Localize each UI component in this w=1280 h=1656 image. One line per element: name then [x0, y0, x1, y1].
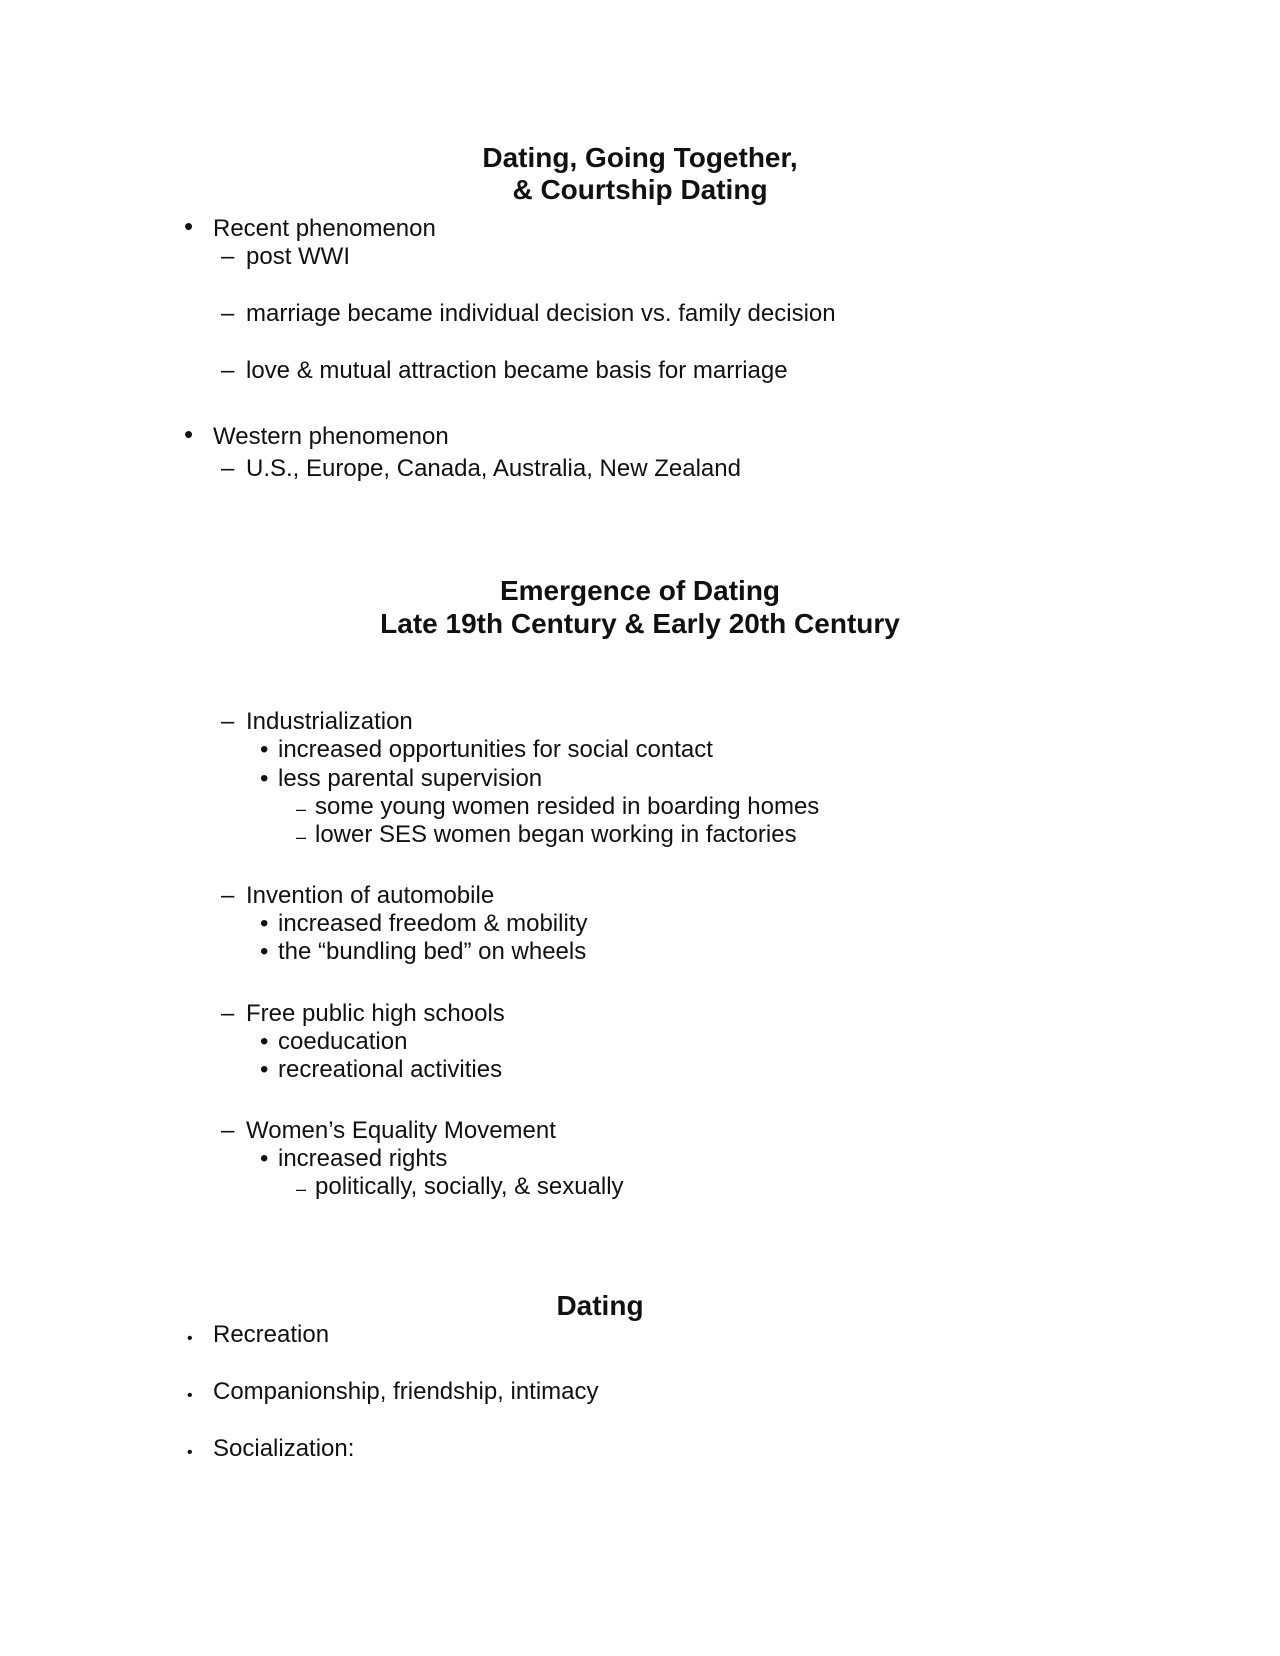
sub-list-item: post WWI	[246, 243, 351, 270]
sub-list-item: love & mutual attraction became basis for marriage	[246, 357, 788, 384]
dash-icon: –	[221, 455, 235, 482]
list-item: Industrialization	[246, 708, 413, 735]
sub-list-item: increased freedom & mobility	[278, 910, 588, 937]
bullet-icon: •	[260, 1145, 269, 1172]
dash-icon: –	[296, 1179, 307, 1199]
list-item: Free public high schools	[246, 1000, 505, 1027]
bullet-icon: •	[184, 419, 194, 449]
dash-icon: –	[221, 357, 235, 384]
list-item: Socialization:	[213, 1435, 355, 1462]
bullet-icon: •	[187, 1387, 193, 1404]
sub-list-item: coeducation	[278, 1028, 408, 1055]
bullet-icon: •	[187, 1330, 193, 1347]
bullet-icon: •	[184, 211, 194, 241]
dash-icon: –	[221, 243, 235, 270]
list-item: Companionship, friendship, intimacy	[213, 1378, 599, 1405]
dash-icon: –	[221, 1117, 235, 1144]
dash-icon: –	[221, 300, 235, 327]
sub-list-item: recreational activities	[278, 1056, 503, 1083]
sub-list-item: increased rights	[278, 1145, 448, 1172]
bullet-icon: •	[260, 910, 269, 937]
section2-title-line1: Emergence of Dating	[499, 575, 781, 606]
sub-sub-list-item: lower SES women began working in factories	[315, 821, 797, 848]
dash-icon: –	[221, 882, 235, 909]
list-item: Recreation	[213, 1321, 330, 1348]
sub-list-item: increased opportunities for social contact	[278, 736, 713, 763]
section1-title-line1: Dating, Going Together,	[482, 142, 798, 173]
bullet-icon: •	[260, 1056, 269, 1083]
dash-icon: –	[296, 827, 307, 847]
bullet-icon: •	[260, 736, 269, 763]
section1-title-line2: & Courtship Dating	[512, 174, 768, 205]
bullet-icon: •	[187, 1444, 193, 1461]
section2-title-line2: Late 19th Century & Early 20th Century	[380, 608, 900, 639]
sub-list-item: marriage became individual decision vs. family decision	[246, 300, 836, 327]
list-item: Invention of automobile	[246, 882, 495, 909]
dash-icon: –	[221, 1000, 235, 1027]
sub-list-item: U.S., Europe, Canada, Australia, New Zealand	[246, 455, 741, 482]
list-item: Recent phenomenon	[213, 215, 436, 242]
dash-icon: –	[296, 799, 307, 819]
section3-title: Dating	[556, 1290, 644, 1321]
bullet-icon: •	[260, 938, 269, 965]
sub-sub-list-item: politically, socially, & sexually	[315, 1173, 624, 1200]
bullet-icon: •	[260, 1028, 269, 1055]
bullet-icon: •	[260, 765, 269, 792]
dash-icon: –	[221, 708, 235, 735]
list-item: Women’s Equality Movement	[246, 1117, 556, 1144]
list-item: Western phenomenon	[213, 423, 449, 450]
sub-list-item: the “bundling bed” on wheels	[278, 938, 587, 965]
sub-sub-list-item: some young women resided in boarding homes	[315, 793, 820, 820]
sub-list-item: less parental supervision	[278, 765, 543, 792]
